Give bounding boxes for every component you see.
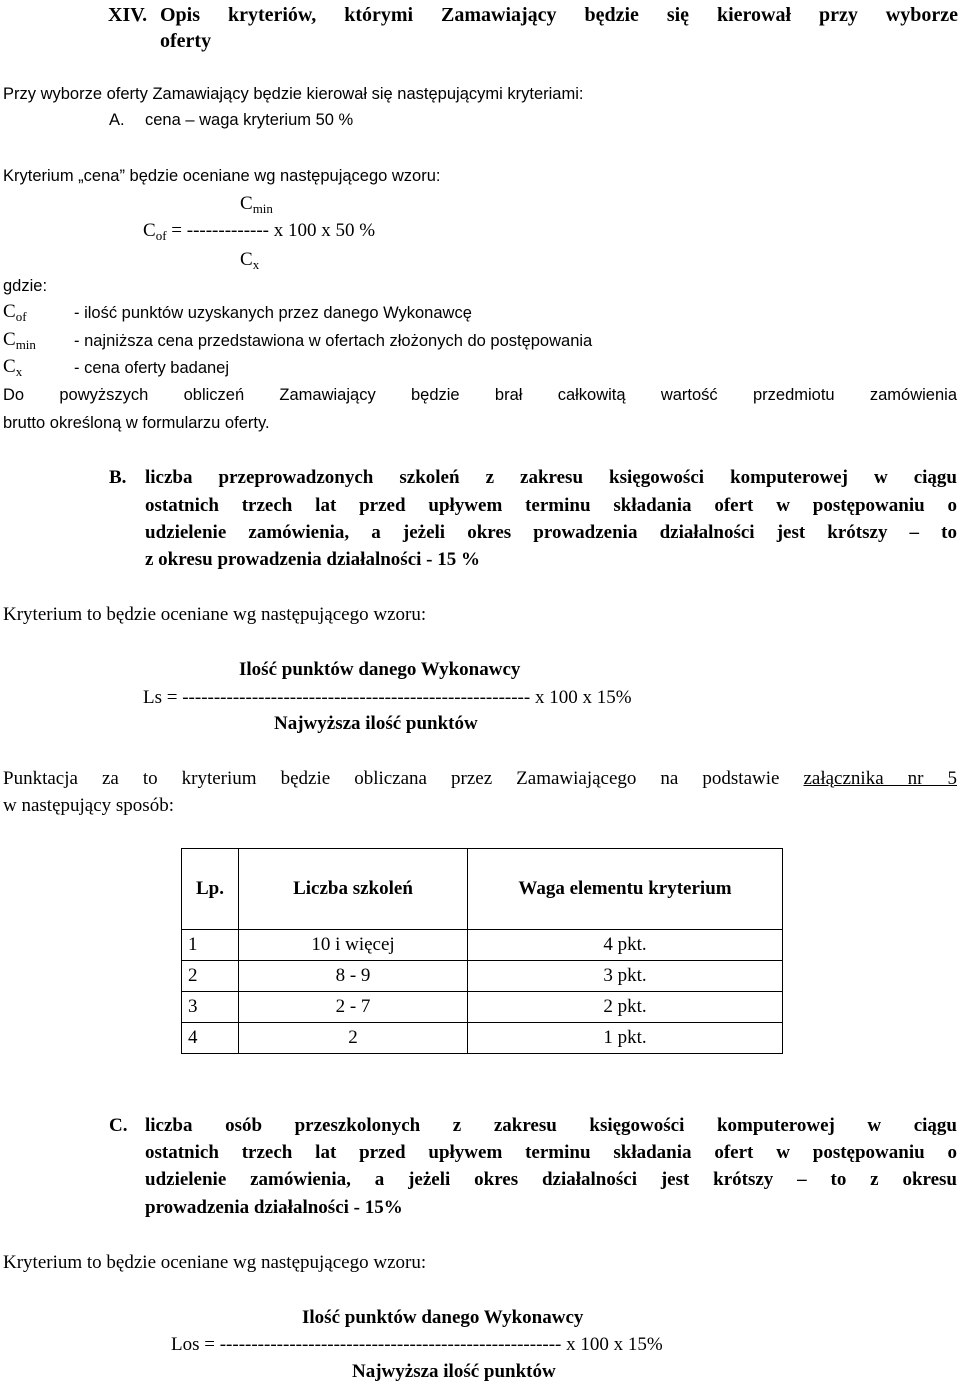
table-cell-weight: 3 pkt. [468,961,783,992]
table-cell-weight: 2 pkt. [468,992,783,1023]
definition-cmin-symbol: $C_{min}$ [3,329,36,352]
criterion-a-title: cena – waga kryterium 50 % [145,111,354,129]
table-cell-count: 8 - 9 [239,961,468,992]
criterion-c-formula-numerator: Ilość punktów danego Wykonawcy [302,1307,584,1328]
where-label: gdzie: [3,277,48,295]
table-header-lp: Lp. [182,849,239,930]
attachment-link[interactable]: załącznika nr 5 [803,768,957,789]
table-header-count: Liczba szkoleń [239,849,468,930]
section-title-cont: oferty [160,30,212,52]
formula-denominator: $C_x$ [240,249,260,272]
formula-numerator: $C_{min}$ [240,193,273,216]
formula-line: $C_{of}$ = ------------- x 100 x 50 % [143,220,376,243]
table-header-weight: Waga elementu kryterium [468,849,783,930]
table-cell-weight: 1 pkt. [468,1023,783,1054]
criterion-c-formula-denominator: Najwyższa ilość punktów [352,1361,556,1382]
criterion-a-note-cont: brutto określoną w formularzu oferty. [3,414,270,432]
criterion-b-letter: B. [109,467,127,488]
table-row [182,961,783,992]
section-title: Opis kryteriów, którymi Zamawiający będzie się kierował przy wyborze [160,4,958,26]
scoring-table [181,848,783,1054]
intro-text: Przy wyborze oferty Zamawiający będzie kierował się następującymi kryteriami: [3,85,584,103]
table-header-row [182,849,783,930]
table-cell-lp: 1 [182,930,239,961]
table-cell-lp: 3 [182,992,239,1023]
scoring-text-cont: w następujący sposób: [3,795,174,816]
table-cell-weight: 4 pkt. [468,930,783,961]
criterion-c-line-1: liczba osób przeszkolonych z zakresu księgowości komputerowej w ciągu [145,1115,957,1136]
criterion-b-formula-numerator: Ilość punktów danego Wykonawcy [239,659,521,680]
criterion-c-line-2: ostatnich trzech lat przed upływem terminu składania ofert w postępowaniu o [145,1142,957,1163]
criterion-b-line-1: liczba przeprowadzonych szkoleń z zakresu księgowości komputerowej w ciągu [145,467,957,488]
criterion-c-line-4: prowadzenia działalności - 15% [145,1197,403,1218]
table-row [182,1023,783,1054]
table-cell-count: 10 i więcej [239,930,468,961]
criterion-c-formula-line: Los = ------------------------------------------------------ x 100 x 15% [171,1334,663,1355]
criterion-a-formula-intro: Kryterium „cena” będzie oceniane wg następującego wzoru: [3,167,441,185]
definition-cof-symbol: $C_{of}$ [3,301,27,324]
criterion-b-formula-denominator: Najwyższa ilość punktów [274,713,478,734]
table-cell-lp: 4 [182,1023,239,1054]
definition-cof-text: - ilość punktów uzyskanych przez danego Wykonawcę [74,304,472,322]
scoring-text: Punktacja za to kryterium będzie obliczana przez Zamawiającego na podstawie załącznika nr 5 [3,768,957,789]
table-cell-lp: 2 [182,961,239,992]
criterion-b-line-4: z okresu prowadzenia działalności - 15 % [145,549,480,570]
table-cell-count: 2 [239,1023,468,1054]
criterion-b-line-3: udzielenie zamówienia, a jeżeli okres prowadzenia działalności jest krótszy – to [145,522,957,543]
section-number: XIV. [108,4,148,26]
table-cell-count: 2 - 7 [239,992,468,1023]
definition-cx-symbol: $C_x$ [3,356,23,379]
definition-cx-text: - cena oferty badanej [74,359,230,377]
criterion-c-line-3: udzielenie zamówienia, a jeżeli okres działalności jest krótszy – to z okresu [145,1169,957,1190]
criterion-b-line-2: ostatnich trzech lat przed upływem terminu składania ofert w postępowaniu o [145,495,957,516]
criterion-b-formula-intro: Kryterium to będzie oceniane wg następującego wzoru: [3,604,427,625]
criterion-c-letter: C. [109,1115,128,1136]
definition-cmin-text: - najniższa cena przedstawiona w ofertach złożonych do postępowania [74,332,593,350]
table-row [182,930,783,961]
table-row [182,992,783,1023]
criterion-b-formula-line: Ls = ------------------------------------------------------- x 100 x 15% [143,687,632,708]
criterion-c-formula-intro: Kryterium to będzie oceniane wg następującego wzoru: [3,1252,427,1273]
criterion-a-letter: A. [109,111,125,129]
criterion-a-note: Do powyższych obliczeń Zamawiający będzie brał całkowitą wartość przedmiotu zamówienia [3,386,957,404]
